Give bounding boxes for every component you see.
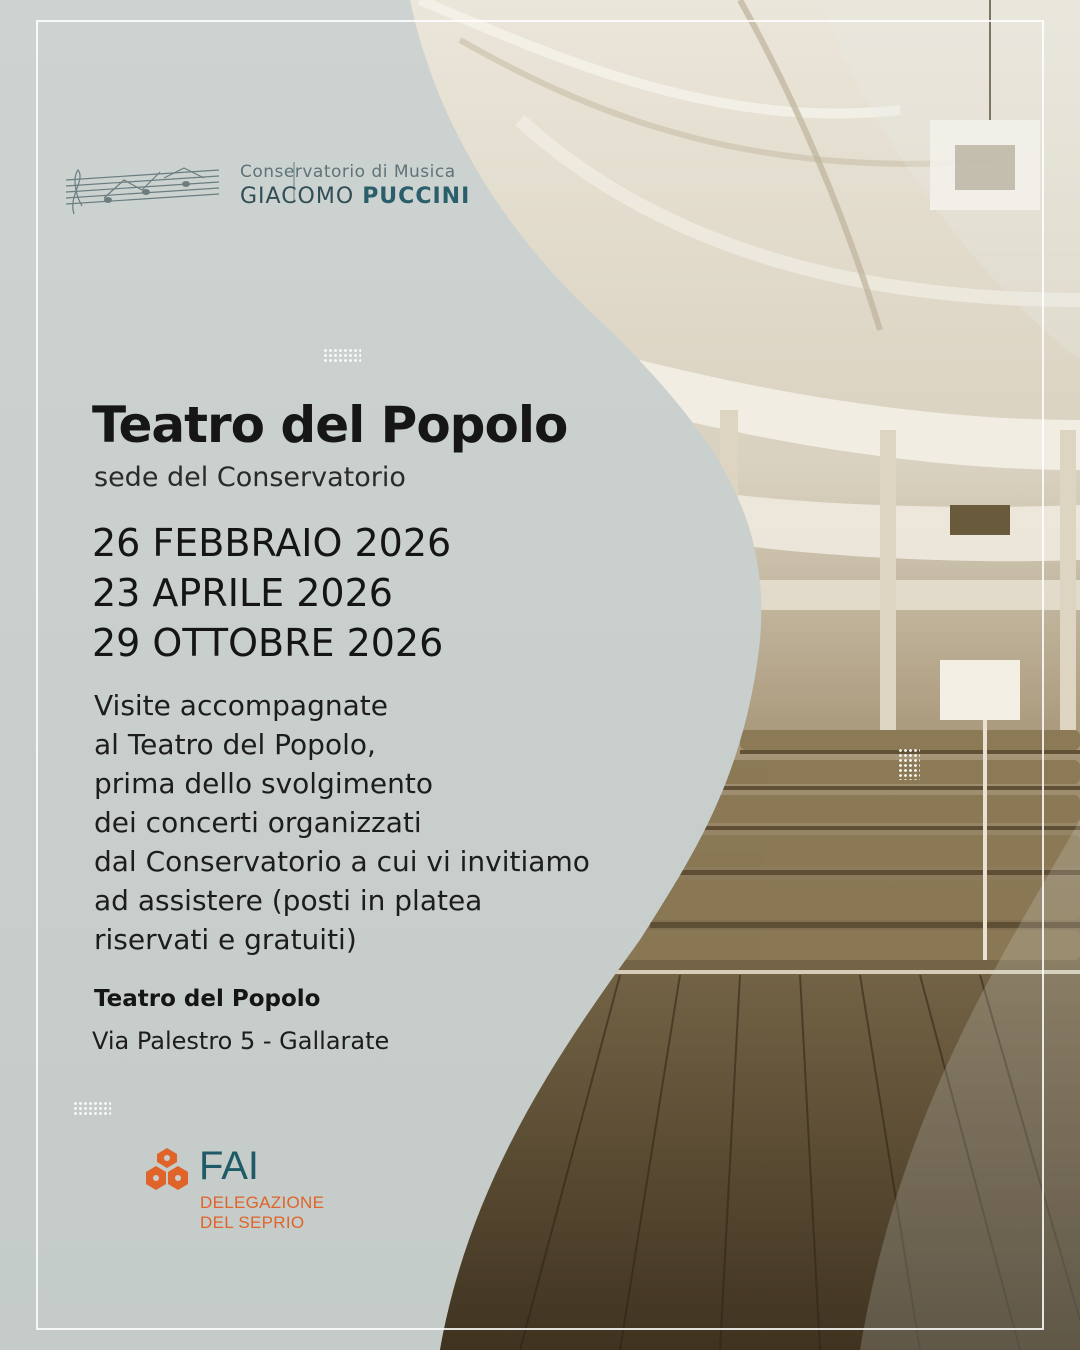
conservatorio-first-name: GIACOMO bbox=[240, 184, 355, 209]
location-address: Via Palestro 5 - Gallarate bbox=[92, 1027, 390, 1055]
location-name: Teatro del Popolo bbox=[94, 986, 321, 1012]
fai-delegation-line1: DELEGAZIONE bbox=[200, 1193, 325, 1212]
description-line: riservati e gratuiti) bbox=[94, 923, 357, 956]
conservatorio-name-line2 bbox=[240, 184, 470, 209]
event-subtitle: sede del Conservatorio bbox=[94, 462, 406, 493]
event-dates bbox=[92, 518, 451, 668]
description-line: prima dello svolgimento bbox=[94, 767, 433, 800]
description-line: dal Conservatorio a cui vi invitiamo bbox=[94, 845, 590, 878]
decorative-dots bbox=[323, 348, 361, 364]
decorative-dots bbox=[73, 1101, 111, 1117]
description-line: ad assistere (posti in platea bbox=[94, 884, 483, 917]
event-title: Teatro del Popolo bbox=[92, 396, 568, 454]
description-line: al Teatro del Popolo, bbox=[94, 728, 376, 761]
conservatorio-last-name: PUCCINI bbox=[362, 184, 471, 209]
event-date: 23 APRILE 2026 bbox=[92, 571, 393, 615]
fai-delegation-line2: DEL SEPRIO bbox=[200, 1213, 305, 1232]
description-line: dei concerti organizzati bbox=[94, 806, 422, 839]
event-date: 26 FEBBRAIO 2026 bbox=[92, 521, 452, 565]
conservatorio-name-line1: Conservatorio di Musica bbox=[240, 162, 456, 182]
description-line: Visite accompagnate bbox=[94, 689, 388, 722]
decorative-dots bbox=[898, 748, 920, 780]
event-date: 29 OTTOBRE 2026 bbox=[92, 621, 444, 665]
fai-logo-icon bbox=[144, 1146, 190, 1192]
event-description bbox=[94, 686, 590, 959]
fai-name: FAI bbox=[199, 1144, 260, 1188]
